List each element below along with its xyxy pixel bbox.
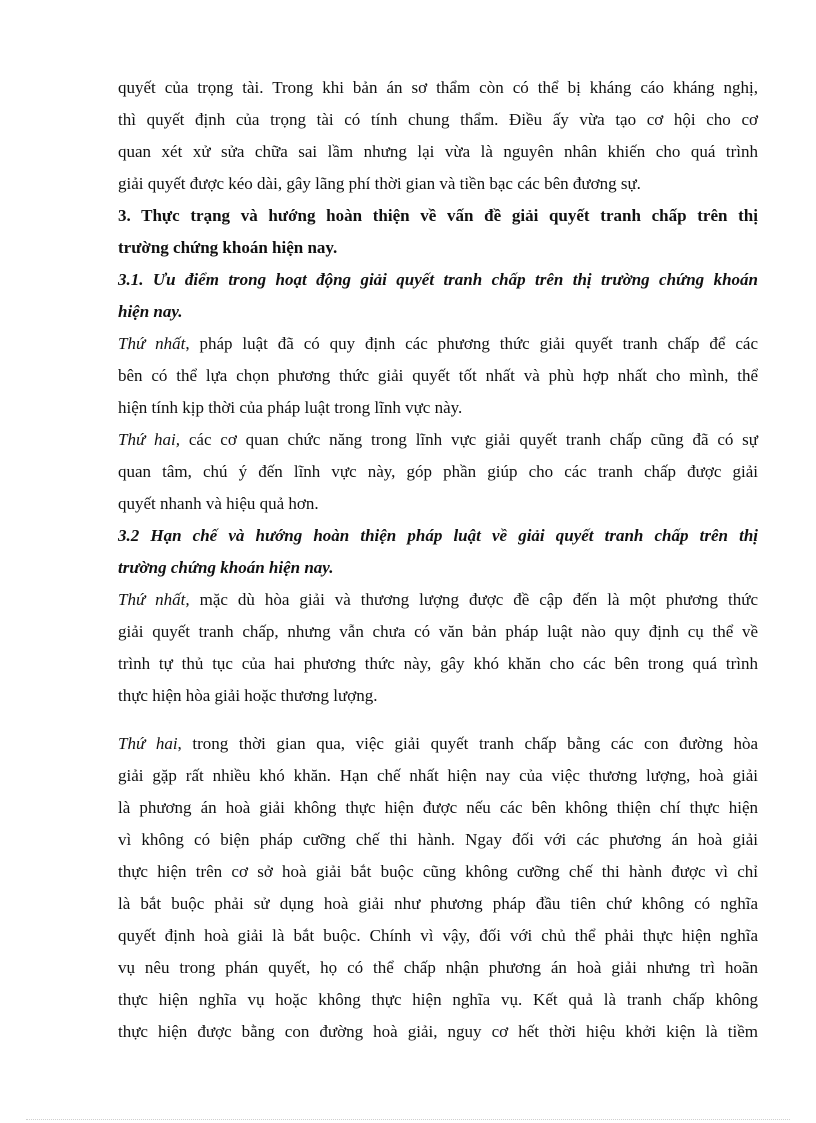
text-line: hiện tính kịp thời của pháp luật trong lĩnh vực này. [118, 398, 463, 417]
text-run: mặc dù hòa giải và thương lượng được đề cập đến là một phương thức [189, 590, 758, 609]
text-line: giải quyết được kéo dài, gây lãng phí thời gian và tiền bạc các bên đương sự. [118, 174, 641, 193]
text-line: quan tâm, chú ý đến lĩnh vực này, góp phần giúp cho các tranh chấp được giải [118, 462, 758, 481]
text-line: thực hiện được bằng con đường hoà giải, nguy cơ hết thời hiệu khởi kiện là tiềm [118, 1022, 758, 1041]
text-run: , trong thời gian qua, việc giải quyết tranh chấp bằng các con đường hòa [177, 734, 758, 753]
text-line: giải gặp rất nhiều khó khăn. Hạn chế nhất hiện nay của việc thương lượng, hoà giải [118, 766, 758, 785]
text-line [118, 424, 758, 456]
text-line: giải quyết tranh chấp, nhưng vẫn chưa có văn bản pháp luật nào quy định cụ thể về [118, 622, 758, 641]
paragraph-spacer [118, 712, 758, 728]
text-line: quan xét xử sửa chữa sai lầm nhưng lại vừa là nguyên nhân khiến cho quá trình [118, 142, 758, 161]
text-line [118, 328, 758, 360]
heading-line: 3.1. Ưu điểm trong hoạt động giải quyết tranh chấp trên thị trường chứng khoán [118, 270, 758, 289]
text-line: quyết của trọng tài. Trong khi bản án sơ thẩm còn có thể bị kháng cáo kháng nghị, [118, 78, 758, 97]
lead-phrase: Thứ hai, [118, 430, 181, 449]
paragraph-limitation-first [118, 584, 758, 712]
heading-line: hiện nay. [118, 302, 183, 321]
lead-phrase: Thứ hai [118, 734, 178, 753]
text-line: thực hiện hòa giải hoặc thương lượng. [118, 686, 378, 705]
text-line: là bắt buộc phải sử dụng hoà giải như phương pháp đầu tiên chứ không có nghĩa [118, 894, 758, 913]
section-3-heading [118, 200, 758, 264]
paragraph-advantage-second [118, 424, 758, 520]
heading-line: 3. Thực trạng và hướng hoàn thiện về vấn đề giải quyết tranh chấp trên thị [118, 206, 758, 225]
lead-phrase: Thứ nhất, [118, 590, 190, 609]
heading-line: trường chứng khoán hiện nay. [118, 238, 338, 257]
heading-line: trường chứng khoán hiện nay. [118, 558, 334, 577]
lead-phrase: Thứ nhất [118, 334, 186, 353]
text-run: , pháp luật đã có quy định các phương thức giải quyết tranh chấp để các [185, 334, 759, 353]
text-line: quyết định hoà giải là bắt buộc. Chính vì vậy, đối với chủ thể phải thực hiện nghĩa [118, 926, 758, 945]
text-line: trình tự thủ tục của hai phương thức này, gây khó khăn cho các bên trong quá trình [118, 654, 758, 673]
paragraph-advantage-first [118, 328, 758, 424]
text-line: vì không có biện pháp cưỡng chế thi hành. Ngay đối với các phương án hoà giải [118, 830, 758, 849]
section-3-2-heading [118, 520, 758, 584]
section-3-1-heading [118, 264, 758, 328]
text-line: là phương án hoà giải không thực hiện được nếu các bên không thiện chí thực hiện [118, 798, 758, 817]
text-line: quyết nhanh và hiệu quả hơn. [118, 494, 319, 513]
text-line: thực hiện trên cơ sở hoà giải bắt buộc cũng không cưỡng chế thi hành được vì chỉ [118, 862, 758, 881]
paragraph-arbitration-finality [118, 72, 758, 200]
text-line: bên có thể lựa chọn phương thức giải quyết tốt nhất và phù hợp nhất cho mình, thể [118, 366, 758, 385]
heading-line: 3.2 Hạn chế và hướng hoàn thiện pháp luật về giải quyết tranh chấp trên thị [118, 526, 758, 545]
text-run: các cơ quan chức năng trong lĩnh vực giải quyết tranh chấp cũng đã có sự [180, 430, 759, 449]
document-page [118, 72, 758, 1048]
text-line [118, 584, 758, 616]
text-line: thì quyết định của trọng tài có tính chung thẩm. Điều ấy vừa tạo cơ hội cho cơ [118, 110, 758, 129]
text-line: vụ nêu trong phán quyết, họ có thể chấp nhận phương án hoà giải nhưng trì hoãn [118, 958, 758, 977]
text-line: thực hiện nghĩa vụ hoặc không thực hiện nghĩa vụ. Kết quả là tranh chấp không [118, 990, 758, 1009]
page-bottom-divider [26, 1119, 790, 1120]
text-line [118, 728, 758, 760]
paragraph-limitation-second [118, 728, 758, 1048]
